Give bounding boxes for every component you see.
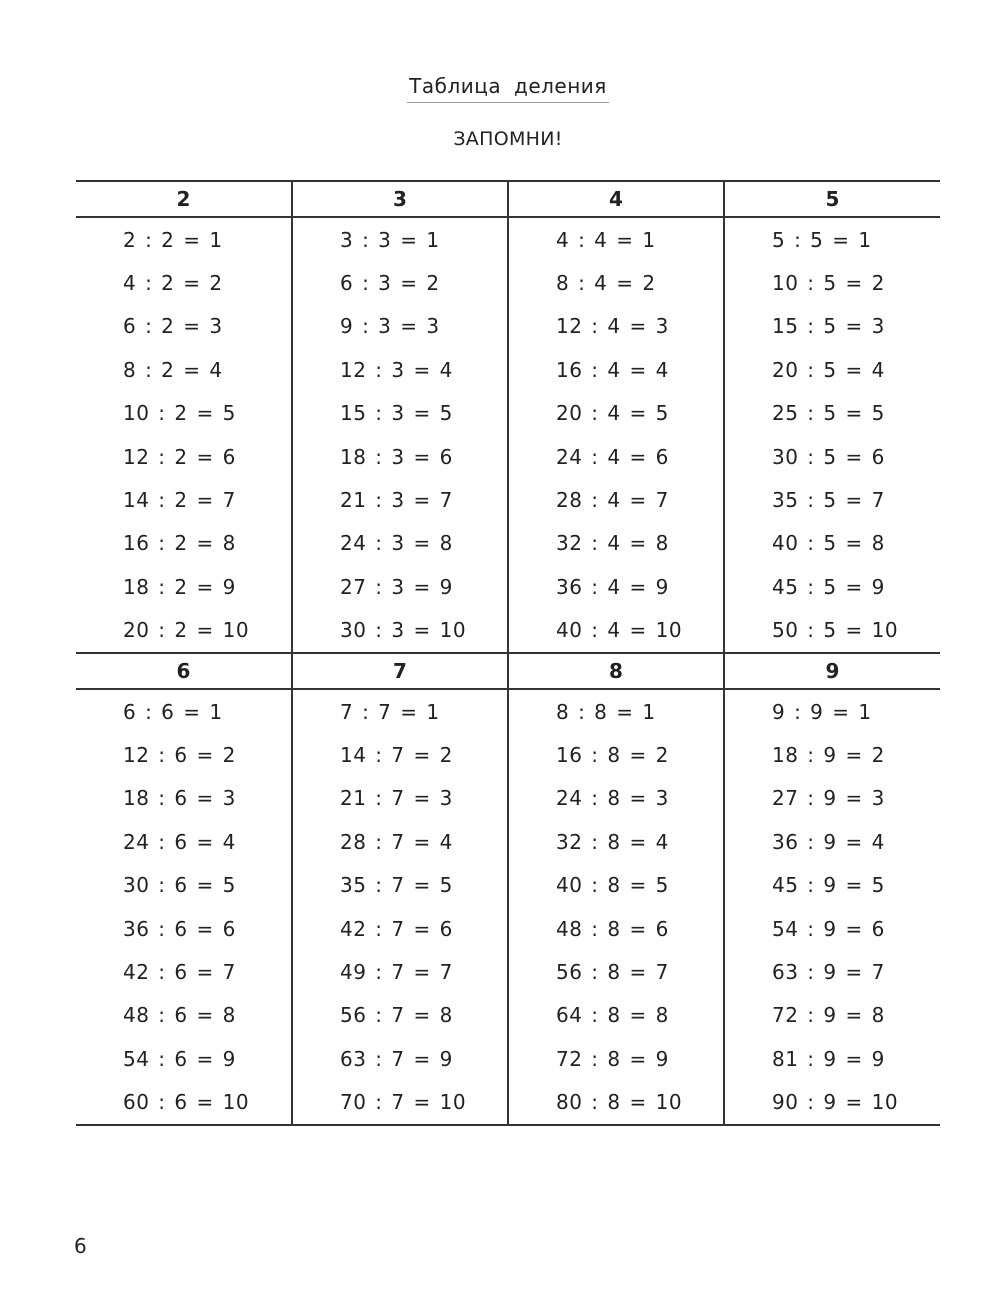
table-cell: 54 : 9 = 6 bbox=[724, 907, 940, 950]
table-cell: 36 : 6 = 6 bbox=[123, 916, 236, 941]
table-cell: 42 : 7 = 6 bbox=[292, 907, 508, 950]
table-cell: 40 : 8 = 5 bbox=[508, 863, 724, 906]
table-cell: 16 : 2 = 8 bbox=[123, 531, 236, 556]
table-cell: 9 : 9 = 1 bbox=[724, 689, 940, 733]
table-cell: 50 : 5 = 10 bbox=[724, 609, 940, 653]
page-title bbox=[0, 74, 1000, 103]
table-row bbox=[76, 478, 940, 521]
table-cell: 6 : 6 = 1 bbox=[123, 699, 223, 724]
page-title-text: Таблица деления bbox=[407, 74, 609, 103]
table-cell: 21 : 7 = 3 bbox=[292, 777, 508, 820]
table-cell: 70 : 7 = 10 bbox=[292, 1080, 508, 1124]
table-row bbox=[76, 1080, 940, 1124]
table-cell: 27 : 3 = 9 bbox=[292, 565, 508, 608]
table-cell: 30 : 3 = 10 bbox=[292, 609, 508, 653]
table-cell: 80 : 8 = 10 bbox=[508, 1080, 724, 1124]
table-cell: 20 : 2 = 10 bbox=[123, 618, 250, 643]
table-cell: 49 : 7 = 7 bbox=[292, 950, 508, 993]
column-header: 2 bbox=[76, 181, 292, 217]
table-row bbox=[76, 522, 940, 565]
table-row bbox=[76, 435, 940, 478]
table-cell: 56 : 8 = 7 bbox=[508, 950, 724, 993]
table-cell: 10 : 5 = 2 bbox=[724, 261, 940, 304]
table-cell: 20 : 5 = 4 bbox=[724, 348, 940, 391]
table-cell: 14 : 7 = 2 bbox=[292, 733, 508, 776]
table-cell: 25 : 5 = 5 bbox=[724, 392, 940, 435]
block-header-2 bbox=[76, 653, 940, 689]
table-cell: 32 : 4 = 8 bbox=[508, 522, 724, 565]
column-header: 5 bbox=[724, 181, 940, 217]
table-cell: 12 : 2 = 6 bbox=[123, 444, 236, 469]
table-cell: 6 : 2 = 3 bbox=[123, 314, 223, 339]
subtitle: ЗАПОМНИ! bbox=[453, 128, 563, 150]
table-cell: 28 : 4 = 7 bbox=[508, 478, 724, 521]
table-cell: 24 : 8 = 3 bbox=[508, 777, 724, 820]
table-cell: 4 : 4 = 1 bbox=[508, 217, 724, 261]
table-cell: 24 : 3 = 8 bbox=[292, 522, 508, 565]
table-cell: 35 : 5 = 7 bbox=[724, 478, 940, 521]
table-cell: 63 : 9 = 7 bbox=[724, 950, 940, 993]
column-header: 4 bbox=[508, 181, 724, 217]
table-cell: 3 : 3 = 1 bbox=[292, 217, 508, 261]
table-cell: 27 : 9 = 3 bbox=[724, 777, 940, 820]
table-cell: 12 : 4 = 3 bbox=[508, 305, 724, 348]
table-cell: 4 : 2 = 2 bbox=[123, 271, 223, 296]
table-cell: 28 : 7 = 4 bbox=[292, 820, 508, 863]
block-body-1 bbox=[76, 217, 940, 653]
table-cell: 12 : 3 = 4 bbox=[292, 348, 508, 391]
table-row bbox=[76, 261, 940, 304]
table-cell: 14 : 2 = 7 bbox=[123, 488, 236, 513]
header-row bbox=[76, 181, 940, 217]
table-row bbox=[76, 565, 940, 608]
column-header: 8 bbox=[508, 653, 724, 689]
table-cell: 6 : 3 = 2 bbox=[292, 261, 508, 304]
table-row bbox=[76, 1037, 940, 1080]
table-cell: 72 : 9 = 8 bbox=[724, 994, 940, 1037]
table-cell: 8 : 2 = 4 bbox=[123, 357, 223, 382]
table-row bbox=[76, 907, 940, 950]
column-header: 7 bbox=[292, 653, 508, 689]
table-cell: 12 : 6 = 2 bbox=[123, 742, 236, 767]
table-row bbox=[76, 863, 940, 906]
table-cell: 10 : 2 = 5 bbox=[123, 401, 236, 426]
table-row bbox=[76, 348, 940, 391]
table-cell: 15 : 5 = 3 bbox=[724, 305, 940, 348]
table-cell: 2 : 2 = 1 bbox=[123, 227, 223, 252]
table-cell: 81 : 9 = 9 bbox=[724, 1037, 940, 1080]
table-cell: 36 : 9 = 4 bbox=[724, 820, 940, 863]
table-row bbox=[76, 305, 940, 348]
table-cell: 35 : 7 = 5 bbox=[292, 863, 508, 906]
table-row bbox=[76, 609, 940, 653]
table-row bbox=[76, 777, 940, 820]
column-header: 9 bbox=[724, 653, 940, 689]
table-cell: 16 : 8 = 2 bbox=[508, 733, 724, 776]
table-cell: 8 : 4 = 2 bbox=[508, 261, 724, 304]
table-cell: 9 : 3 = 3 bbox=[292, 305, 508, 348]
table-cell: 36 : 4 = 9 bbox=[508, 565, 724, 608]
table-cell: 40 : 4 = 10 bbox=[508, 609, 724, 653]
table-cell: 20 : 4 = 5 bbox=[508, 392, 724, 435]
table-cell: 8 : 8 = 1 bbox=[508, 689, 724, 733]
table-row bbox=[76, 392, 940, 435]
table-cell: 48 : 6 = 8 bbox=[123, 1003, 236, 1028]
table-row bbox=[76, 689, 940, 733]
table-row bbox=[76, 994, 940, 1037]
table-cell: 18 : 3 = 6 bbox=[292, 435, 508, 478]
table-cell: 90 : 9 = 10 bbox=[724, 1080, 940, 1124]
table-row bbox=[76, 820, 940, 863]
table-cell: 24 : 4 = 6 bbox=[508, 435, 724, 478]
table-cell: 18 : 2 = 9 bbox=[123, 574, 236, 599]
table-cell: 16 : 4 = 4 bbox=[508, 348, 724, 391]
table-cell: 15 : 3 = 5 bbox=[292, 392, 508, 435]
page-number: 6 bbox=[74, 1234, 87, 1258]
column-header: 3 bbox=[292, 181, 508, 217]
column-header: 6 bbox=[76, 653, 292, 689]
table-cell: 18 : 9 = 2 bbox=[724, 733, 940, 776]
table-cell: 30 : 6 = 5 bbox=[123, 873, 236, 898]
table-cell: 30 : 5 = 6 bbox=[724, 435, 940, 478]
table-cell: 5 : 5 = 1 bbox=[724, 217, 940, 261]
table-cell: 40 : 5 = 8 bbox=[724, 522, 940, 565]
header-row bbox=[76, 653, 940, 689]
table-cell: 24 : 6 = 4 bbox=[123, 829, 236, 854]
table-cell: 63 : 7 = 9 bbox=[292, 1037, 508, 1080]
table-cell: 45 : 5 = 9 bbox=[724, 565, 940, 608]
table-cell: 72 : 8 = 9 bbox=[508, 1037, 724, 1080]
block-header-1 bbox=[76, 181, 940, 217]
table-cell: 21 : 3 = 7 bbox=[292, 478, 508, 521]
table-cell: 64 : 8 = 8 bbox=[508, 994, 724, 1037]
table-row bbox=[76, 733, 940, 776]
table-cell: 18 : 6 = 3 bbox=[123, 786, 236, 811]
table-cell: 48 : 8 = 6 bbox=[508, 907, 724, 950]
division-table bbox=[76, 180, 940, 1126]
table-row bbox=[76, 950, 940, 993]
block-body-2 bbox=[76, 689, 940, 1125]
table-cell: 7 : 7 = 1 bbox=[292, 689, 508, 733]
table-cell: 60 : 6 = 10 bbox=[76, 1080, 292, 1124]
table-cell: 54 : 6 = 9 bbox=[123, 1046, 236, 1071]
table-cell: 32 : 8 = 4 bbox=[508, 820, 724, 863]
table-cell: 42 : 6 = 7 bbox=[123, 959, 236, 984]
table-cell: 56 : 7 = 8 bbox=[292, 994, 508, 1037]
table-row bbox=[76, 217, 940, 261]
table-cell: 45 : 9 = 5 bbox=[724, 863, 940, 906]
